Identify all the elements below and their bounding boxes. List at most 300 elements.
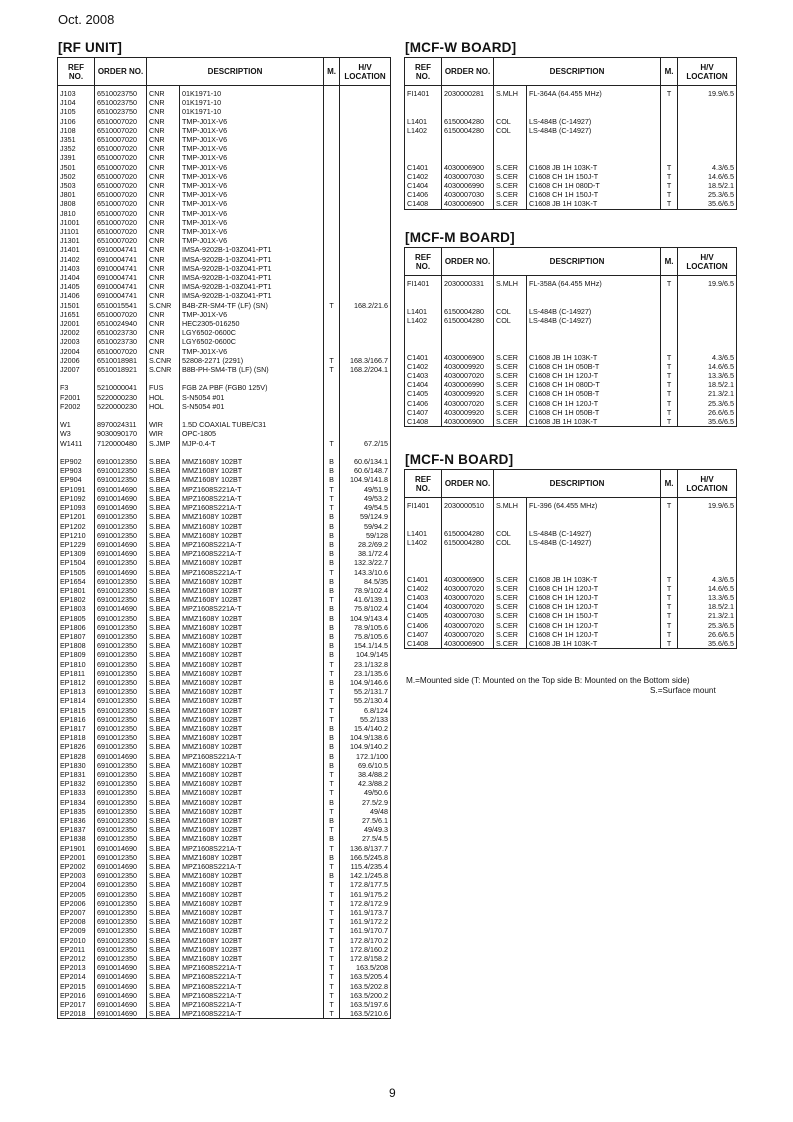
order-no: 6510007020 [95,181,147,190]
table-row [58,604,391,613]
col-hv-location: H/V LOCATION [678,470,737,498]
mounted-side: T [661,389,678,398]
hv-location: 38.4/88.2 [340,770,391,779]
mounted-side: T [661,602,678,611]
description: C1608 CH 1H 120J-T [527,399,661,408]
order-no [442,153,494,162]
part-type: S.BEA [147,696,180,705]
order-no: 6910012350 [95,531,147,540]
hv-location [340,337,391,346]
ref-no: C1401 [405,575,442,584]
order-no: 4030007020 [442,584,494,593]
mounted-side [324,153,340,162]
hv-location [340,117,391,126]
ref-no: J501 [58,163,95,172]
order-no: 4030006990 [442,380,494,389]
table-row [58,429,391,438]
hv-location: 59/94.2 [340,522,391,531]
hv-location [678,153,737,162]
description: B4B-ZR-SM4-TF (LF) (SN) [180,301,324,310]
order-no: 4030006990 [442,181,494,190]
col-ref-no: REF NO. [405,248,442,276]
part-type [494,556,527,565]
description: FL-364A (64.455 MHz) [527,86,661,99]
part-type: S.BEA [147,568,180,577]
hv-location: 163.5/200.2 [340,991,391,1000]
hv-location: 19.9/6.5 [678,86,737,99]
description: C1608 JB 1H 103K-T [527,353,661,362]
table-row [405,316,737,325]
description [180,374,324,383]
hv-location: 172.8/177.5 [340,880,391,889]
description: MPZ1608S221A-T [180,1009,324,1019]
mounted-side: T [661,611,678,620]
ref-no: FI1401 [405,86,442,99]
table-row [58,614,391,623]
hv-location: 26.6/6.5 [678,408,737,417]
description [527,547,661,556]
order-no: 6510007020 [95,209,147,218]
ref-no: J801 [58,190,95,199]
description: MJP-0.4-T [180,439,324,448]
part-type: CNR [147,236,180,245]
part-type: S.BEA [147,522,180,531]
table-row [405,163,737,172]
hv-location: 42.3/88.2 [340,779,391,788]
description: 01K1971-10 [180,98,324,107]
order-no: 6910012350 [95,936,147,945]
hv-location [678,107,737,116]
hv-location: 23.1/132.8 [340,660,391,669]
ref-no: J2001 [58,319,95,328]
part-type: S.BEA [147,466,180,475]
hv-location: 115.4/235.4 [340,862,391,871]
description: TMP-J01X-V6 [180,190,324,199]
hv-location: 18.5/2.1 [678,602,737,611]
mounted-side: B [324,641,340,650]
mounted-side [324,282,340,291]
mounted-side: T [324,844,340,853]
mounted-side: T [324,917,340,926]
table-row [58,1000,391,1009]
hv-location: 75.8/105.6 [340,632,391,641]
description: TMP-J01X-V6 [180,227,324,236]
ref-no: EP1229 [58,540,95,549]
ref-no: EP1826 [58,742,95,751]
hv-location [678,556,737,565]
table-row [58,595,391,604]
part-type: CNR [147,310,180,319]
ref-no [405,153,442,162]
mounted-side: B [324,798,340,807]
mounted-side: B [324,512,340,521]
ref-no: EP1654 [58,577,95,586]
table-row [405,117,737,126]
description: FL-358A (64.455 MHz) [527,276,661,289]
mounted-side [324,126,340,135]
ref-no: J2002 [58,328,95,337]
mcf-m-table [404,247,737,427]
table-row [58,761,391,770]
ref-no [405,510,442,519]
table-row [405,172,737,181]
table-row [58,245,391,254]
ref-no [405,135,442,144]
description: MPZ1608S221A-T [180,752,324,761]
order-no: 6910014690 [95,972,147,981]
mounted-side: B [324,577,340,586]
order-no: 6910014690 [95,549,147,558]
hv-location [340,310,391,319]
hv-location: 41.6/139.1 [340,595,391,604]
hv-location [678,565,737,574]
part-type: COL [494,538,527,547]
mounted-side [324,236,340,245]
mounted-side [661,307,678,316]
mounted-side: T [661,621,678,630]
hv-location: 19.9/6.5 [678,498,737,511]
part-type: CNR [147,282,180,291]
part-type: S.CER [494,593,527,602]
part-type: CNR [147,86,180,99]
mounted-side: T [661,276,678,289]
mounted-side: T [324,1000,340,1009]
table-row [405,584,737,593]
part-type: S.BEA [147,917,180,926]
description: MMZ1608Y 102BT [180,623,324,632]
hv-location [340,126,391,135]
order-no: 6910012350 [95,724,147,733]
description: MMZ1608Y 102BT [180,614,324,623]
ref-no: F2001 [58,393,95,402]
mounted-side: B [324,475,340,484]
description [527,510,661,519]
table-row [58,917,391,926]
hv-location: 13.3/6.5 [678,371,737,380]
order-no: 8970024311 [95,420,147,429]
order-no [442,334,494,343]
hv-location: 55.2/133 [340,715,391,724]
mounted-side [324,218,340,227]
ref-no: J351 [58,135,95,144]
hv-location: 104.9/143.4 [340,614,391,623]
mounted-side: T [324,687,340,696]
table-row [58,356,391,365]
ref-no: J1101 [58,227,95,236]
table-row [58,337,391,346]
ref-no: EP1210 [58,531,95,540]
table-row [405,611,737,620]
order-no: 6910012350 [95,825,147,834]
part-type: FUS [147,383,180,392]
part-type: CNR [147,199,180,208]
hv-location: 49/53.2 [340,494,391,503]
mounted-side: B [324,678,340,687]
order-no: 6910014690 [95,540,147,549]
ref-no: J103 [58,86,95,99]
part-type: S.BEA [147,540,180,549]
table-row [58,153,391,162]
order-no: 6510007020 [95,117,147,126]
mounted-side [661,144,678,153]
col-order-no: ORDER NO. [95,58,147,86]
description: C1608 CH 1H 050B-T [527,408,661,417]
mounted-side [324,199,340,208]
hv-location: 168.2/21.6 [340,301,391,310]
table-row [58,199,391,208]
mounted-side: T [661,181,678,190]
table-row [405,86,737,99]
hv-location: 55.2/130.4 [340,696,391,705]
mounted-side [324,420,340,429]
description: MMZ1608Y 102BT [180,641,324,650]
hv-location: 14.6/6.5 [678,584,737,593]
part-type: S.BEA [147,724,180,733]
description: MMZ1608Y 102BT [180,936,324,945]
mounted-side: T [324,926,340,935]
mounted-side: T [324,862,340,871]
table-row [405,389,737,398]
mounted-side: T [661,163,678,172]
hv-location: 104.9/145 [340,650,391,659]
part-type: S.CER [494,199,527,209]
hv-location: 4.3/6.5 [678,353,737,362]
description [527,297,661,306]
order-no: 4030006900 [442,639,494,649]
order-no: 6910014690 [95,494,147,503]
table-row [58,328,391,337]
description: MPZ1608S221A-T [180,604,324,613]
ref-no: EP1813 [58,687,95,696]
hv-location: 78.9/105.6 [340,623,391,632]
mounted-side [324,209,340,218]
part-type [147,374,180,383]
mounted-side: T [661,498,678,511]
ref-no: J108 [58,126,95,135]
part-type: S.CNR [147,356,180,365]
table-row [405,565,737,574]
part-type: S.CER [494,353,527,362]
hv-location: 132.3/22.7 [340,558,391,567]
mounted-side [324,264,340,273]
hv-location [340,393,391,402]
table-row [58,485,391,494]
table-row [58,586,391,595]
order-no: 6510007020 [95,227,147,236]
order-no: 6910004741 [95,255,147,264]
mounted-side: T [324,807,340,816]
part-type: CNR [147,144,180,153]
table-row [58,825,391,834]
part-type: S.JMP [147,439,180,448]
description: MMZ1608Y 102BT [180,742,324,751]
mounted-side: B [324,650,340,659]
ref-no: EP1816 [58,715,95,724]
description: MMZ1608Y 102BT [180,834,324,843]
part-type: S.BEA [147,779,180,788]
ref-no: J810 [58,209,95,218]
table-row [58,641,391,650]
mounted-side: T [661,371,678,380]
table-row [58,522,391,531]
part-type: S.CER [494,417,527,427]
mounted-side [324,319,340,328]
description: MPZ1608S221A-T [180,549,324,558]
part-type: CNR [147,190,180,199]
ref-no: C1404 [405,380,442,389]
order-no: 6510007020 [95,172,147,181]
part-type: S.BEA [147,604,180,613]
table-row [58,494,391,503]
ref-no: C1406 [405,621,442,630]
mounted-side [661,565,678,574]
table-row [58,770,391,779]
part-type: S.BEA [147,844,180,853]
part-type: S.CER [494,575,527,584]
part-type: S.BEA [147,742,180,751]
order-no: 6910012350 [95,779,147,788]
order-no [442,556,494,565]
part-type: S.BEA [147,706,180,715]
mounted-side: B [324,586,340,595]
order-no: 6910014690 [95,862,147,871]
ref-no: EP1828 [58,752,95,761]
description: MPZ1608S221A-T [180,844,324,853]
part-type: S.BEA [147,963,180,972]
order-no: 6910012350 [95,761,147,770]
description: MPZ1608S221A-T [180,963,324,972]
order-no: 6910012350 [95,954,147,963]
ref-no: C1406 [405,190,442,199]
order-no [95,448,147,457]
part-type: CNR [147,117,180,126]
description: C1608 CH 1H 080D-T [527,181,661,190]
hv-location: 172.1/100 [340,752,391,761]
description: TMP-J01X-V6 [180,153,324,162]
mounted-side: B [324,632,340,641]
description: MMZ1608Y 102BT [180,816,324,825]
part-type: CNR [147,218,180,227]
part-type: CNR [147,227,180,236]
ref-no: EP2014 [58,972,95,981]
hv-location [340,181,391,190]
ref-no: EP2003 [58,871,95,880]
hv-location [340,144,391,153]
part-type: S.CER [494,399,527,408]
part-type: S.BEA [147,641,180,650]
mounted-side [661,316,678,325]
hv-location: 163.5/197.6 [340,1000,391,1009]
description: C1608 CH 1H 150J-T [527,611,661,620]
description: MMZ1608Y 102BT [180,770,324,779]
order-no: 6510018921 [95,365,147,374]
ref-no: EP1831 [58,770,95,779]
part-type: S.BEA [147,880,180,889]
ref-no: J2004 [58,347,95,356]
ref-no: EP1814 [58,696,95,705]
mounted-side: T [324,825,340,834]
ref-no: C1402 [405,584,442,593]
table-row [58,724,391,733]
mounted-side [324,98,340,107]
order-no: 6510007020 [95,236,147,245]
part-type: S.BEA [147,752,180,761]
hv-location [678,538,737,547]
ref-no: EP1808 [58,641,95,650]
table-row [58,991,391,1000]
mounted-side [324,107,340,116]
order-no: 6910014690 [95,604,147,613]
ref-no: J352 [58,144,95,153]
ref-no: EP903 [58,466,95,475]
part-type [147,411,180,420]
hv-location [678,98,737,107]
mounted-side: T [661,172,678,181]
table-row [58,291,391,300]
mounted-side [661,325,678,334]
ref-no: J1501 [58,301,95,310]
description: MMZ1608Y 102BT [180,696,324,705]
ref-no: FI1401 [405,276,442,289]
part-type: S.BEA [147,982,180,991]
table-row [58,623,391,632]
table-row [58,696,391,705]
order-no: 2030000331 [442,276,494,289]
part-type: S.CER [494,172,527,181]
hv-location: 26.6/6.5 [678,630,737,639]
table-row [405,144,737,153]
order-no: 6910014690 [95,844,147,853]
order-no: 4030007020 [442,593,494,602]
ref-no: EP1202 [58,522,95,531]
col-description: DESCRIPTION [147,58,324,86]
ref-no: EP1805 [58,614,95,623]
order-no: 6910012350 [95,641,147,650]
part-type: S.BEA [147,954,180,963]
ref-no: J1404 [58,273,95,282]
description: MMZ1608Y 102BT [180,586,324,595]
part-type: CNR [147,153,180,162]
table-row [58,273,391,282]
description: MMZ1608Y 102BT [180,733,324,742]
ref-no: EP1091 [58,485,95,494]
order-no [442,510,494,519]
hv-location: 172.8/158.2 [340,954,391,963]
order-no: 6510023730 [95,328,147,337]
ref-no: L1402 [405,126,442,135]
ref-no: EP1093 [58,503,95,512]
description [180,411,324,420]
part-type [494,135,527,144]
mounted-side [661,288,678,297]
mounted-side: T [661,399,678,408]
part-type: S.CER [494,362,527,371]
table-row [58,310,391,319]
mounted-side: T [324,991,340,1000]
table-row [405,307,737,316]
description: MMZ1608Y 102BT [180,522,324,531]
table-row [405,334,737,343]
header-date: Oct. 2008 [58,12,115,27]
description [527,288,661,297]
mounted-side: T [324,880,340,889]
table-row [58,669,391,678]
ref-no [405,565,442,574]
mounted-side: B [324,531,340,540]
table-row [58,236,391,245]
hv-location: 161.9/173.7 [340,908,391,917]
mounted-side [324,86,340,99]
